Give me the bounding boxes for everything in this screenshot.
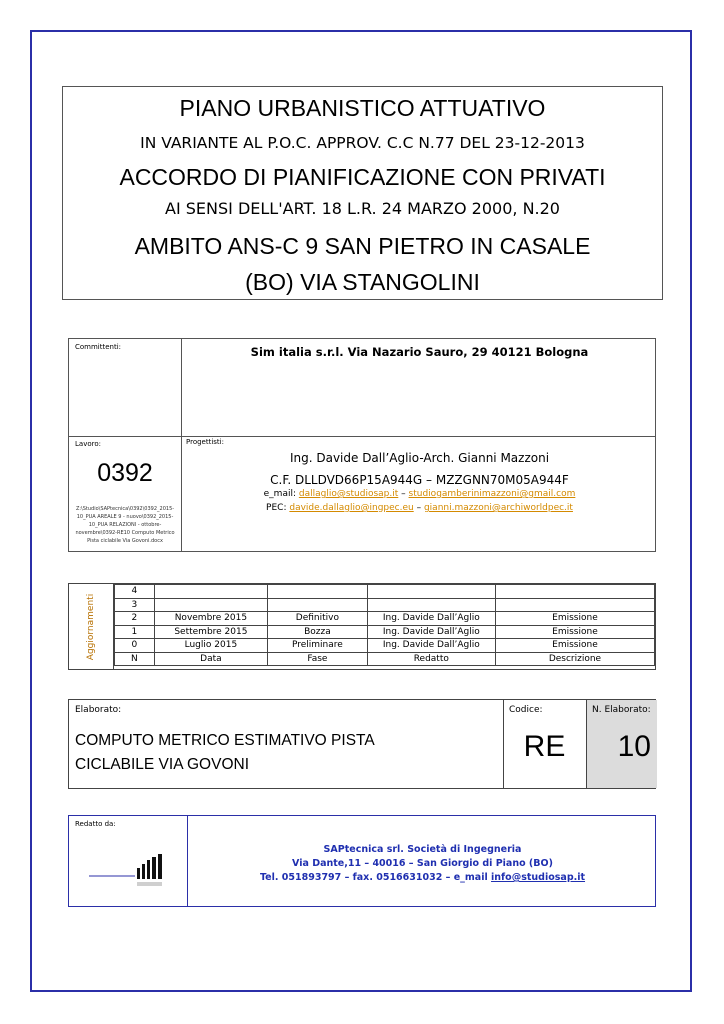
- table-cell-data: [154, 585, 267, 599]
- table-cell-descrizione: Emissione: [495, 625, 654, 639]
- table-cell-descrizione: Emissione: [495, 612, 654, 626]
- title-block: [62, 86, 663, 300]
- separator: –: [416, 503, 422, 513]
- table-row: [115, 585, 655, 599]
- aggiornamenti-table-block: [68, 583, 656, 670]
- table-cell-data: Data: [154, 652, 267, 666]
- committenti-block: [68, 338, 656, 552]
- redatto-block: [68, 815, 656, 907]
- redatto-label: Redatto da:: [75, 820, 116, 828]
- company-email-link[interactable]: info@studiosap.it: [491, 872, 586, 883]
- table-cell-n: 2: [115, 612, 155, 626]
- table-cell-n: 0: [115, 639, 155, 653]
- table-cell-fase: Preliminare: [268, 639, 368, 653]
- company-address: Via Dante,11 – 40016 – San Giorgio di Piano (BO): [292, 858, 553, 869]
- table-row: [115, 598, 655, 612]
- email-link-2[interactable]: studiogamberinimazzoni@gmail.com: [408, 489, 576, 499]
- lavoro-code: 0392: [97, 459, 153, 487]
- progettisti-email-line: [182, 489, 657, 499]
- saptecnica-logo: [89, 854, 169, 890]
- table-cell-redatto: [367, 598, 495, 612]
- elaborato-description-1: COMPUTO METRICO ESTIMATIVO PISTA: [75, 732, 375, 749]
- table-cell-redatto: [367, 585, 495, 599]
- table-cell-fase: Fase: [268, 652, 368, 666]
- table-cell-n: 4: [115, 585, 155, 599]
- table-cell-redatto: Ing. Davide Dall’Aglio: [367, 625, 495, 639]
- progettisti-label: Progettisti:: [186, 438, 224, 446]
- table-cell-data: [154, 598, 267, 612]
- table-cell-descrizione: Emissione: [495, 639, 654, 653]
- divider: [181, 339, 182, 551]
- email-link-1[interactable]: dallaglio@studiosap.it: [298, 489, 399, 499]
- lavoro-label: Lavoro:: [75, 440, 101, 448]
- n-elaborato-label: N. Elaborato:: [592, 705, 651, 715]
- table-cell-descrizione: Descrizione: [495, 652, 654, 666]
- contacts-text: Tel. 051893797 – fax. 0516631032 – e_mail: [259, 872, 488, 883]
- elaborato-description-2: CICLABILE VIA GOVONI: [75, 756, 250, 773]
- table-row: [115, 652, 655, 666]
- committenti-label: Committenti:: [75, 343, 122, 351]
- table-cell-descrizione: [495, 598, 654, 612]
- table-row: [115, 612, 655, 626]
- pec-label: PEC:: [266, 503, 287, 513]
- title-via: (BO) VIA STANGOLINI: [245, 269, 480, 295]
- table-cell-fase: Definitivo: [268, 612, 368, 626]
- table-cell-redatto: Ing. Davide Dall’Aglio: [367, 639, 495, 653]
- table-cell-fase: [268, 598, 368, 612]
- title-legge: AI SENSI DELL'ART. 18 L.R. 24 MARZO 2000, N.20: [165, 199, 560, 218]
- codice-value: RE: [523, 730, 566, 763]
- pec-link-1[interactable]: davide.dallaglio@ingpec.eu: [289, 503, 414, 513]
- progettisti-pec-line: [182, 503, 657, 513]
- aggiornamenti-side: [69, 584, 114, 669]
- table-cell-redatto: Ing. Davide Dall’Aglio: [367, 612, 495, 626]
- table-cell-n: 3: [115, 598, 155, 612]
- title-accordo: ACCORDO DI PIANIFICAZIONE CON PRIVATI: [119, 164, 606, 190]
- progettisti-cf: C.F. DLLDVD66P15A944G – MZZGNN70M05A944F: [270, 473, 569, 487]
- divider: [69, 436, 655, 437]
- aggiornamenti-table: [114, 584, 655, 666]
- table-cell-n: 1: [115, 625, 155, 639]
- title-main: PIANO URBANISTICO ATTUATIVO: [179, 95, 546, 121]
- title-ambito: AMBITO ANS-C 9 SAN PIETRO IN CASALE: [134, 233, 591, 259]
- table-cell-data: Novembre 2015: [154, 612, 267, 626]
- progettisti-names: Ing. Davide Dall’Aglio-Arch. Gianni Mazzoni: [289, 451, 550, 465]
- elaborato-label: Elaborato:: [75, 705, 122, 715]
- pec-link-2[interactable]: gianni.mazzoni@archiworldpec.it: [423, 503, 573, 513]
- table-cell-fase: Bozza: [268, 625, 368, 639]
- committenti-value: Sim italia s.r.l. Via Nazario Sauro, 29 40121 Bologna: [250, 345, 589, 359]
- table-cell-fase: [268, 585, 368, 599]
- table-row: [115, 639, 655, 653]
- elaborato-block: [68, 699, 656, 789]
- company-name: SAPtecnica srl. Società di Ingegneria: [323, 844, 522, 855]
- table-cell-data: Luglio 2015: [154, 639, 267, 653]
- table-cell-redatto: Redatto: [367, 652, 495, 666]
- aggiornamenti-label: Aggiornamenti: [86, 593, 96, 661]
- email-label: e_mail:: [263, 489, 296, 499]
- separator: –: [401, 489, 406, 499]
- table-cell-n: N: [115, 652, 155, 666]
- table-cell-descrizione: [495, 585, 654, 599]
- file-path: Z:\Studio\SAPtecnica\0392\0392_2015-10_PUA AREALE 9 - nuovo\0392_2015-10_PUA RELAZIONI - ottobre-novembre\0392-RE10 Computo Metrico Pista ciclabile Via Govoni.docx: [75, 506, 175, 544]
- codice-label: Codice:: [509, 705, 543, 715]
- n-elaborato-value: 10: [617, 730, 651, 763]
- company-contacts: [188, 872, 657, 883]
- table-cell-data: Settembre 2015: [154, 625, 267, 639]
- title-variante: IN VARIANTE AL P.O.C. APPROV. C.C N.77 DEL 23-12-2013: [140, 134, 585, 152]
- table-row: [115, 625, 655, 639]
